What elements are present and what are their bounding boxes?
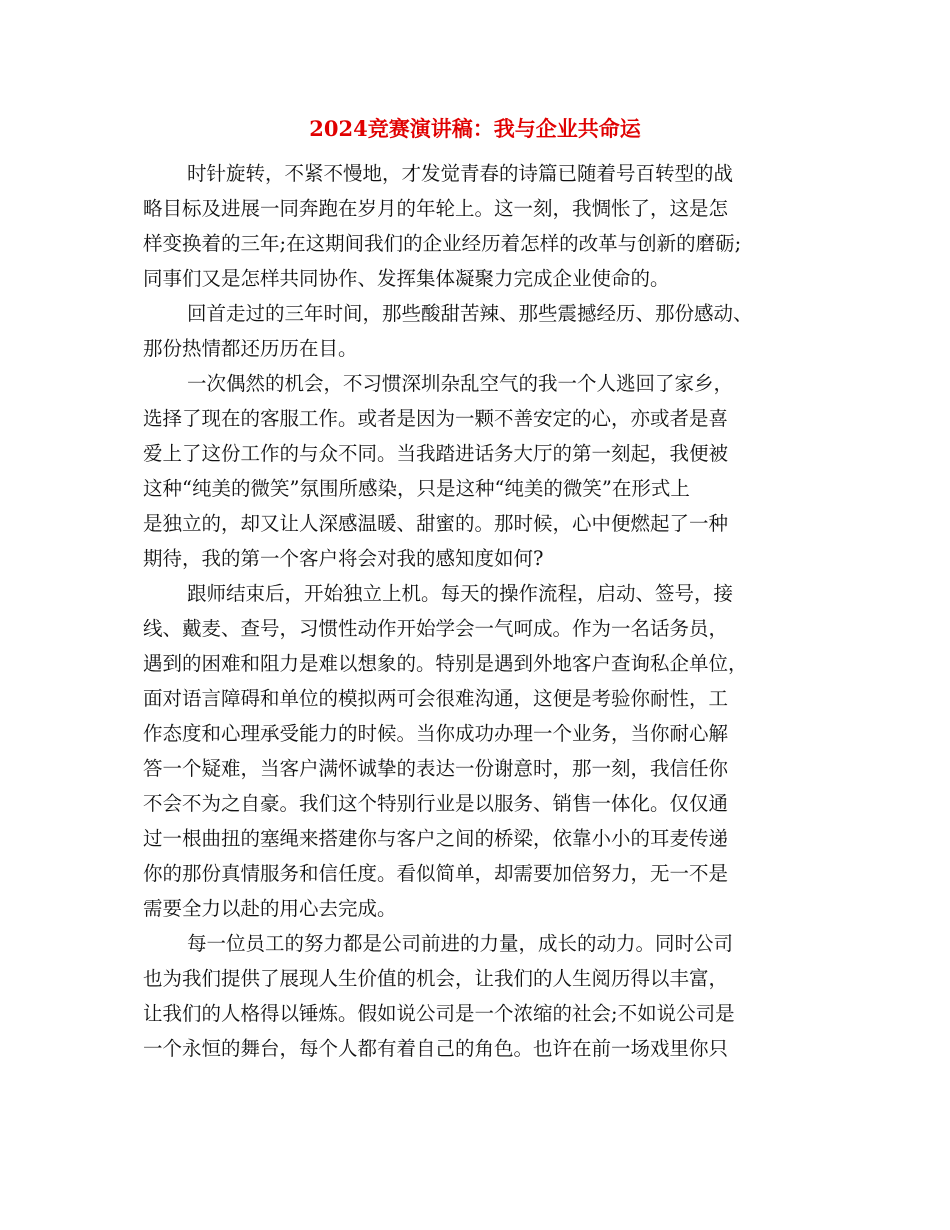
- paragraph: [143, 926, 807, 1066]
- paragraph-line: 需要全力以赴的用心去完成。: [143, 897, 397, 920]
- paragraph-line: 一个永恒的舞台，每个人都有着自己的角色。也许在前一场戏里你只: [143, 1037, 729, 1060]
- paragraph-line: 跟师结束后，开始独立上机。每天的操作流程，启动、签号，接: [187, 582, 734, 605]
- paragraph-line: 不会不为之自豪。我们这个特别行业是以服务、销售一体化。仅仅通: [143, 792, 729, 815]
- paragraph-line: 也为我们提供了展现人生价值的机会，让我们的人生阅历得以丰富，: [143, 967, 729, 990]
- paragraph: [143, 156, 807, 296]
- paragraph: [143, 576, 807, 926]
- paragraph-line: 是独立的，却又让人深感温暖、甜蜜的。那时候，心中便燃起了一种: [143, 512, 729, 535]
- paragraph-line: 线、戴麦、查号，习惯性动作开始学会一气呵成。作为一名话务员，: [143, 617, 729, 640]
- paragraph-line: 每一位员工的努力都是公司前进的力量，成长的动力。同时公司: [187, 932, 734, 955]
- paragraph-line: 遇到的困难和阻力是难以想象的。特别是遇到外地客户查询私企单位，: [143, 652, 748, 675]
- paragraph: [143, 296, 807, 366]
- paragraph-line: 一次偶然的机会，不习惯深圳杂乱空气的我一个人逃回了家乡，: [187, 372, 734, 395]
- paragraph-line: 同事们又是怎样共同协作、发挥集体凝聚力完成企业使命的。: [143, 267, 670, 290]
- paragraph-line: 时针旋转，不紧不慢地，才发觉青春的诗篇已随着号百转型的战: [187, 162, 734, 185]
- paragraph-line: 回首走过的三年时间，那些酸甜苦辣、那些震撼经历、那份感动、: [187, 302, 753, 325]
- paragraph-line: 选择了现在的客服工作。或者是因为一颗不善安定的心，亦或者是喜: [143, 407, 729, 430]
- paragraph-line: 让我们的人格得以锤炼。假如说公司是一个浓缩的社会;不如说公司是: [143, 1002, 735, 1025]
- paragraph-line: 过一根曲扭的塞绳来搭建你与客户之间的桥梁，依靠小小的耳麦传递: [143, 827, 729, 850]
- document-body: [143, 156, 807, 1066]
- paragraph-line: 爱上了这份工作的与众不同。当我踏进话务大厅的第一刻起，我便被: [143, 442, 729, 465]
- paragraph-line: 作态度和心理承受能力的时候。当你成功办理一个业务，当你耐心解: [143, 722, 729, 745]
- paragraph: [143, 366, 807, 576]
- paragraph-line: 期待，我的第一个客户将会对我的感知度如何?: [143, 547, 544, 570]
- paragraph-line: 面对语言障碍和单位的模拟两可会很难沟通，这便是考验你耐性，工: [143, 687, 729, 710]
- document-title: 2024竞赛演讲稿：我与企业共命运: [309, 116, 641, 141]
- paragraph-line: 略目标及进展一同奔跑在岁月的年轮上。这一刻，我惆怅了，这是怎: [143, 197, 729, 220]
- paragraph-line: 答一个疑难，当客户满怀诚挚的表达一份谢意时，那一刻，我信任你: [143, 757, 729, 780]
- paragraph-line: 那份热情都还历历在目。: [143, 337, 358, 360]
- paragraph-line: 你的那份真情服务和信任度。看似简单，却需要加倍努力，无一不是: [143, 862, 729, 885]
- paragraph-line: 这种“纯美的微笑”氛围所感染，只是这种“纯美的微笑”在形式上: [143, 477, 690, 500]
- paragraph-line: 样变换着的三年;在这期间我们的企业经历着怎样的改革与创新的磨砺;: [143, 232, 742, 255]
